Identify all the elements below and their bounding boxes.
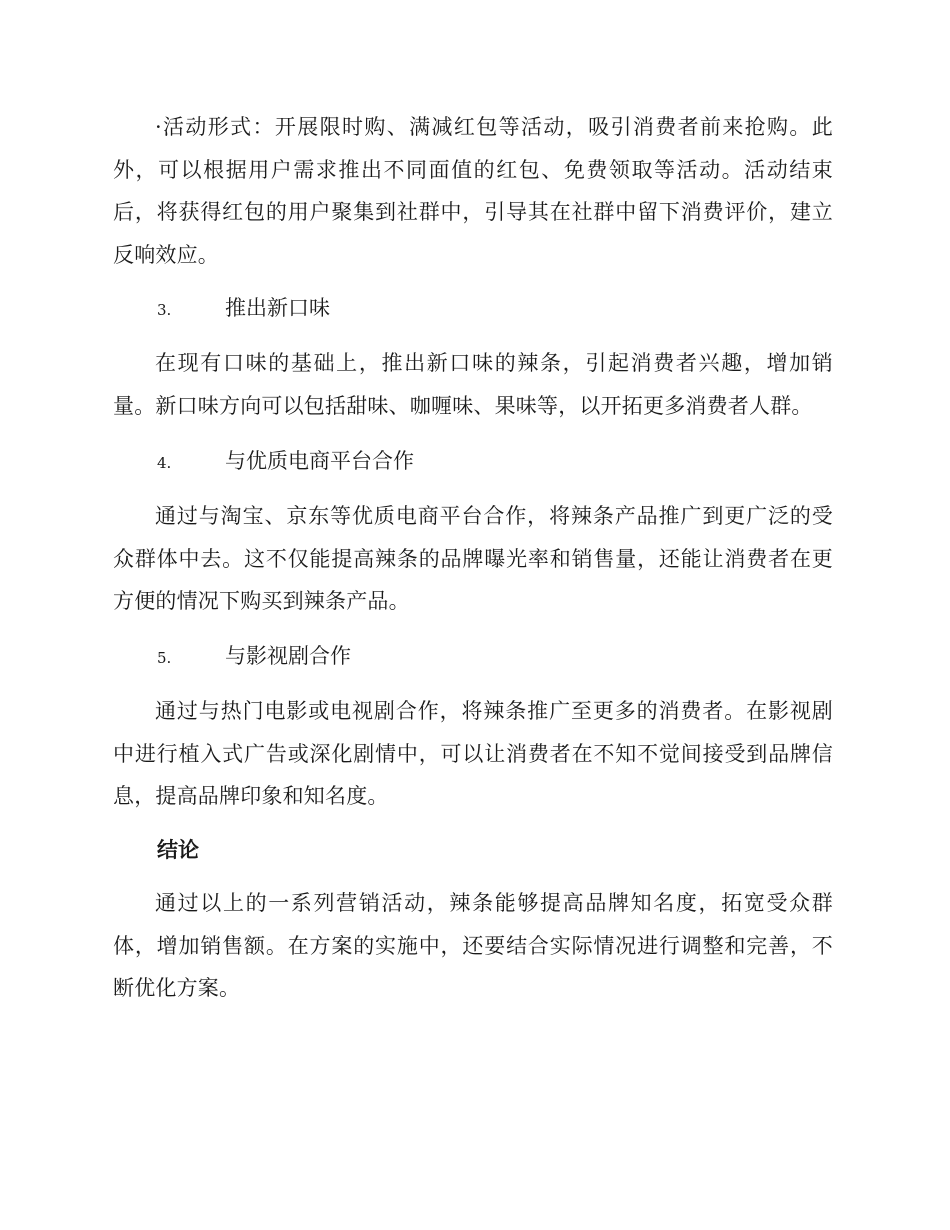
heading-number: 5. [157,649,172,667]
heading-number: 3. [157,301,172,319]
conclusion-heading: 结论 [157,838,199,862]
heading-title: 推出新口味 [225,296,330,320]
paragraph-activity-form: ·活动形式：开展限时购、满减红包等活动，吸引消费者前来抢购。此外，可以根据用户需求推出不同面值的红包、免费领取等活动。活动结束后，将获得红包的用户聚集到社群中，引导其在社群中留下消费评价，建立反响效应。 [113,115,833,267]
paragraph-new-flavor: 在现有口味的基础上，推出新口味的辣条，引起消费者兴趣，增加销量。新口味方向可以包括甜味、咖喱味、果味等，以开拓更多消费者人群。 [113,351,833,418]
heading-4 [157,446,414,478]
paragraph-conclusion: 通过以上的一系列营销活动，辣条能够提高品牌知名度，拓宽受众群体，增加销售额。在方案的实施中，还要结合实际情况进行调整和完善，不断优化方案。 [113,891,833,1000]
paragraph-ecommerce: 通过与淘宝、京东等优质电商平台合作，将辣条产品推广到更广泛的受众群体中去。这不仅能提高辣条的品牌曝光率和销售量，还能让消费者在更方便的情况下购买到辣条产品。 [113,504,833,613]
heading-3 [157,293,330,325]
heading-5 [157,641,351,673]
heading-title: 与影视剧合作 [225,644,351,668]
heading-number: 4. [157,454,172,472]
paragraph-film: 通过与热门电影或电视剧合作，将辣条推广至更多的消费者。在影视剧中进行植入式广告或深化剧情中，可以让消费者在不知不觉间接受到品牌信息，提高品牌印象和知名度。 [113,699,833,808]
heading-title: 与优质电商平台合作 [225,449,414,473]
